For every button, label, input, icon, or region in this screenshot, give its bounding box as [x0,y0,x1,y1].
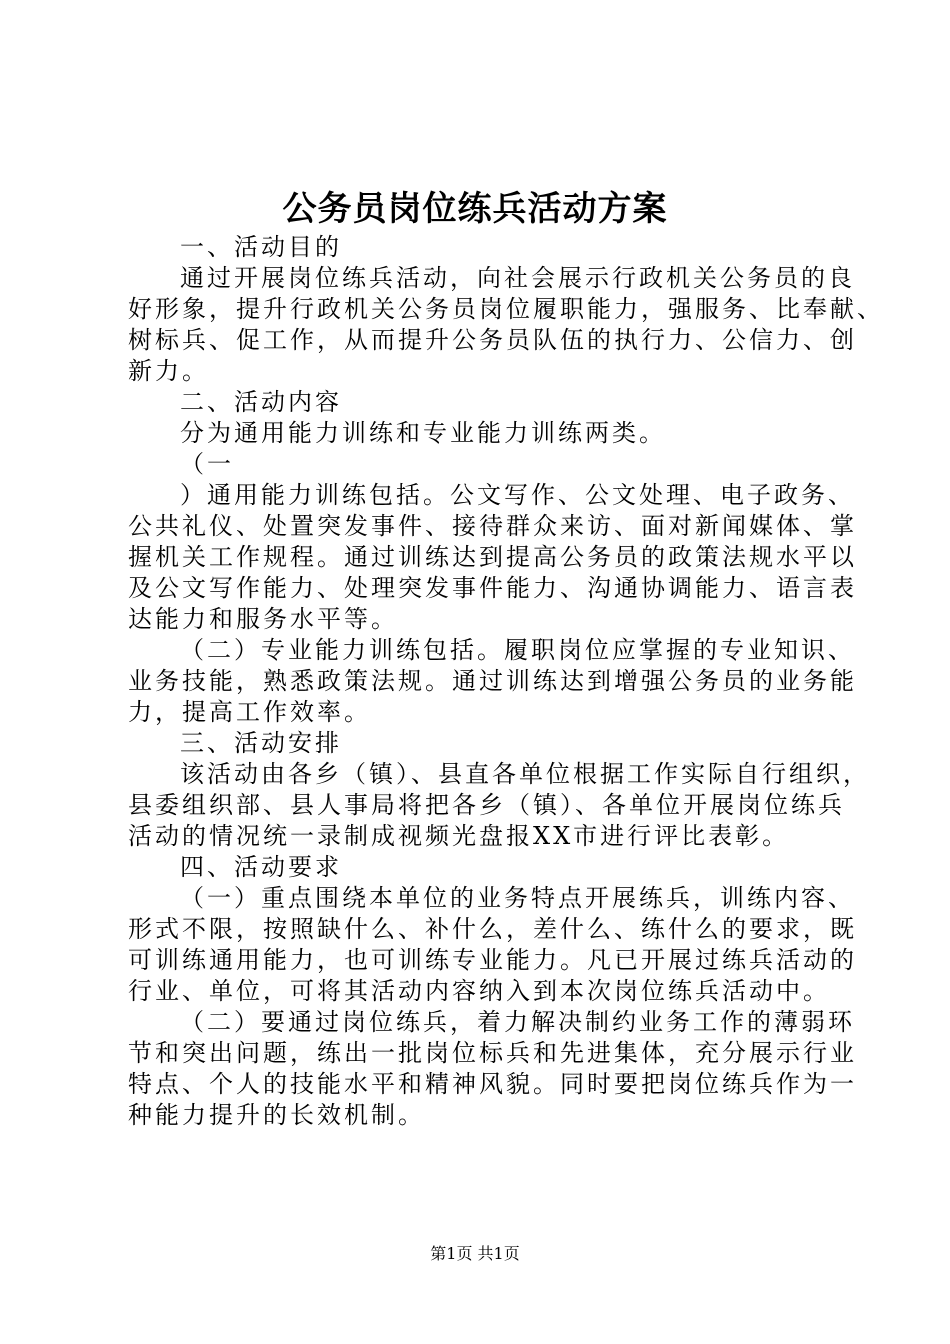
paragraph-line: （二）要通过岗位练兵，着力解决制约业务工作的薄弱环 [180,1008,855,1036]
paragraph-line: 分为通用能力训练和专业能力训练两类。 [180,419,666,447]
paragraph-line: 新力。 [128,357,209,385]
paragraph-line: 该活动由各乡（镇）、县直各单位根据工作实际自行组织， [180,760,870,788]
paragraph-line: 节和突出问题，练出一批岗位标兵和先进集体，充分展示行业 [128,1039,857,1067]
paragraph-line: ）通用能力训练包括。公文写作、公文处理、电子政务、 [180,481,855,509]
paragraph-line: 县委组织部、县人事局将把各乡（镇）、各单位开展岗位练兵 [128,791,845,819]
paragraph-line: 形式不限，按照缺什么、补什么，差什么、练什么的要求，既 [128,915,857,943]
paragraph-line: 握机关工作规程。通过训练达到提高公务员的政策法规水平以 [128,543,857,571]
paragraph-line: 特点、个人的技能水平和精神风貌。同时要把岗位练兵作为一 [128,1070,857,1098]
section-heading-requirements: 四、活动要求 [180,853,342,881]
page-number-footer: 第1页 共1页 [430,1244,520,1263]
paragraph-line: 种能力提升的长效机制。 [128,1101,425,1129]
section-heading-purpose: 一、活动目的 [180,233,342,261]
paragraph-line: 力，提高工作效率。 [128,698,371,726]
paragraph-line: 公共礼仪、处置突发事件、接待群众来访、面对新闻媒体、掌 [128,512,857,540]
section-heading-content: 二、活动内容 [180,388,342,416]
document-title: 公务员岗位练兵活动方案 [282,189,668,229]
paragraph-line: （一）重点围绕本单位的业务特点开展练兵，训练内容、 [180,884,855,912]
paragraph-line: 行业、单位，可将其活动内容纳入到本次岗位练兵活动中。 [128,977,830,1005]
paragraph-line: 可训练通用能力，也可训练专业能力。凡已开展过练兵活动的 [128,946,857,974]
paragraph-line: 业务技能，熟悉政策法规。通过训练达到增强公务员的业务能 [128,667,857,695]
paragraph-line: 好形象，提升行政机关公务员岗位履职能力，强服务、比奉献、 [128,295,884,323]
paragraph-line: 树标兵、促工作，从而提升公务员队伍的执行力、公信力、创 [128,326,857,354]
section-heading-arrangement: 三、活动安排 [180,729,342,757]
paragraph-line: 及公文写作能力、处理突发事件能力、沟通协调能力、语言表 [128,574,857,602]
document-body [128,232,884,1131]
paragraph-line: （一 [180,450,234,478]
paragraph-line: 通过开展岗位练兵活动，向社会展示行政机关公务员的良 [180,264,855,292]
paragraph-line: （二）专业能力训练包括。履职岗位应掌握的专业知识、 [180,636,855,664]
paragraph-line: 活动的情况统一录制成视频光盘报XX市进行评比表彰。 [128,822,790,850]
paragraph-line: 达能力和服务水平等。 [128,605,398,633]
